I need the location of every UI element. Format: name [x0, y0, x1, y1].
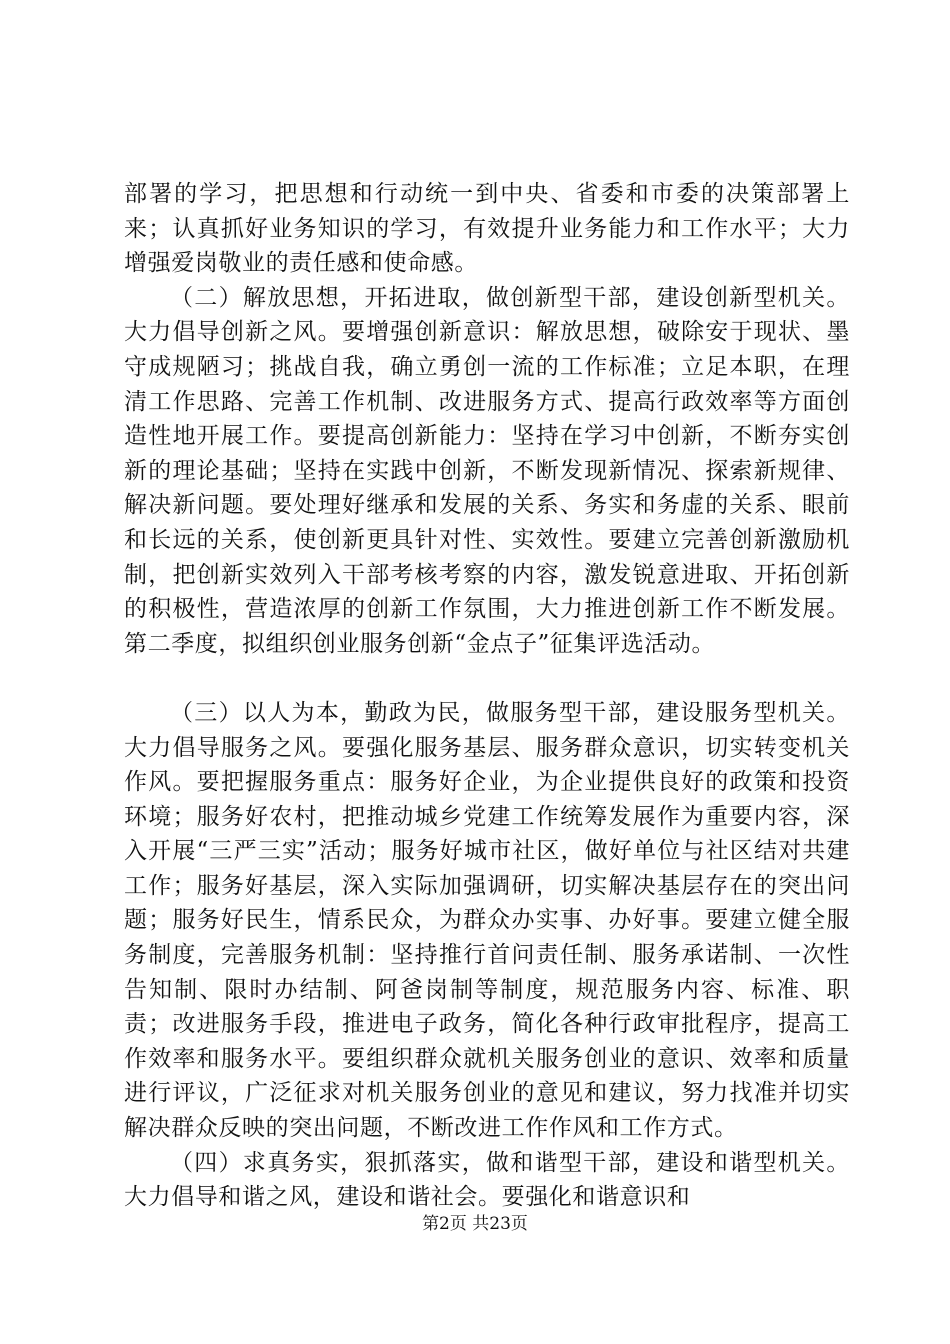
paragraph-section-2: （二）解放思想，开拓进取，做创新型干部，建设创新型机关。大力倡导创新之风。要增强创新意识：解放思想，破除安于现状、墨守成规陋习；挑战自我，确立勇创一流的工作标准；立足本职，在理清工作思路、完善工作机制、改进服务方式、提高行政效率等方面创造性地开展工作。要提高创新能力：坚持在学习中创新，不断夯实创新的理论基础；坚持在实践中创新，不断发现新情况、探索新规律、解决新问题。要处理好继承和发展的关系、务实和务虚的关系、眼前和长远的关系，使创新更具针对性、实效性。要建立完善创新激励机制，把创新实效列入干部考核考察的内容，激发锐意进取、开拓创新的积极性，营造浓厚的创新工作氛围，大力推进创新工作不断发展。第二季度，拟组织创业服务创新“金点子”征集评选活动。 — [124, 284, 850, 657]
paragraph-section-4: （四）求真务实，狠抓落实，做和谐型干部，建设和谐型机关。大力倡导和谐之风，建设和谐社会。要强化和谐意识和 — [124, 1149, 850, 1211]
paragraph-continuation: 部署的学习，把思想和行动统一到中央、省委和市委的决策部署上来；认真抓好业务知识的学习，有效提升业务能力和工作水平；大力增强爱岗敬业的责任感和使命感。 — [124, 181, 850, 277]
page-indicator: 第2页 共23页 — [422, 1214, 528, 1234]
paragraph-section-3: （三）以人为本，勤政为民，做服务型干部，建设服务型机关。大力倡导服务之风。要强化服务基层、服务群众意识，切实转变机关作风。要把握服务重点：服务好企业，为企业提供良好的政策和投资环境；服务好农村，把推动城乡党建工作统筹发展作为重要内容，深入开展“三严三实”活动；服务好城市社区，做好单位与社区结对共建工作；服务好基层，深入实际加强调研，切实解决基层存在的突出问题；服务好民生，情系民众，为群众办实事、办好事。要建立健全服务制度，完善服务机制：坚持推行首问责任制、服务承诺制、一次性告知制、限时办结制、阿爸岗制等制度，规范服务内容、标准、职责；改进服务手段，推进电子政务，简化各种行政审批程序，提高工作效率和服务水平。要组织群众就机关服务创业的意识、效率和质量进行评议，广泛征求对机关服务创业的意见和建议，努力找准并切实解决群众反映的突出问题，不断改进工作作风和工作方式。 — [124, 699, 850, 1142]
page-footer — [0, 1214, 950, 1234]
document-body — [124, 177, 850, 1215]
paragraph-gap — [124, 661, 850, 696]
